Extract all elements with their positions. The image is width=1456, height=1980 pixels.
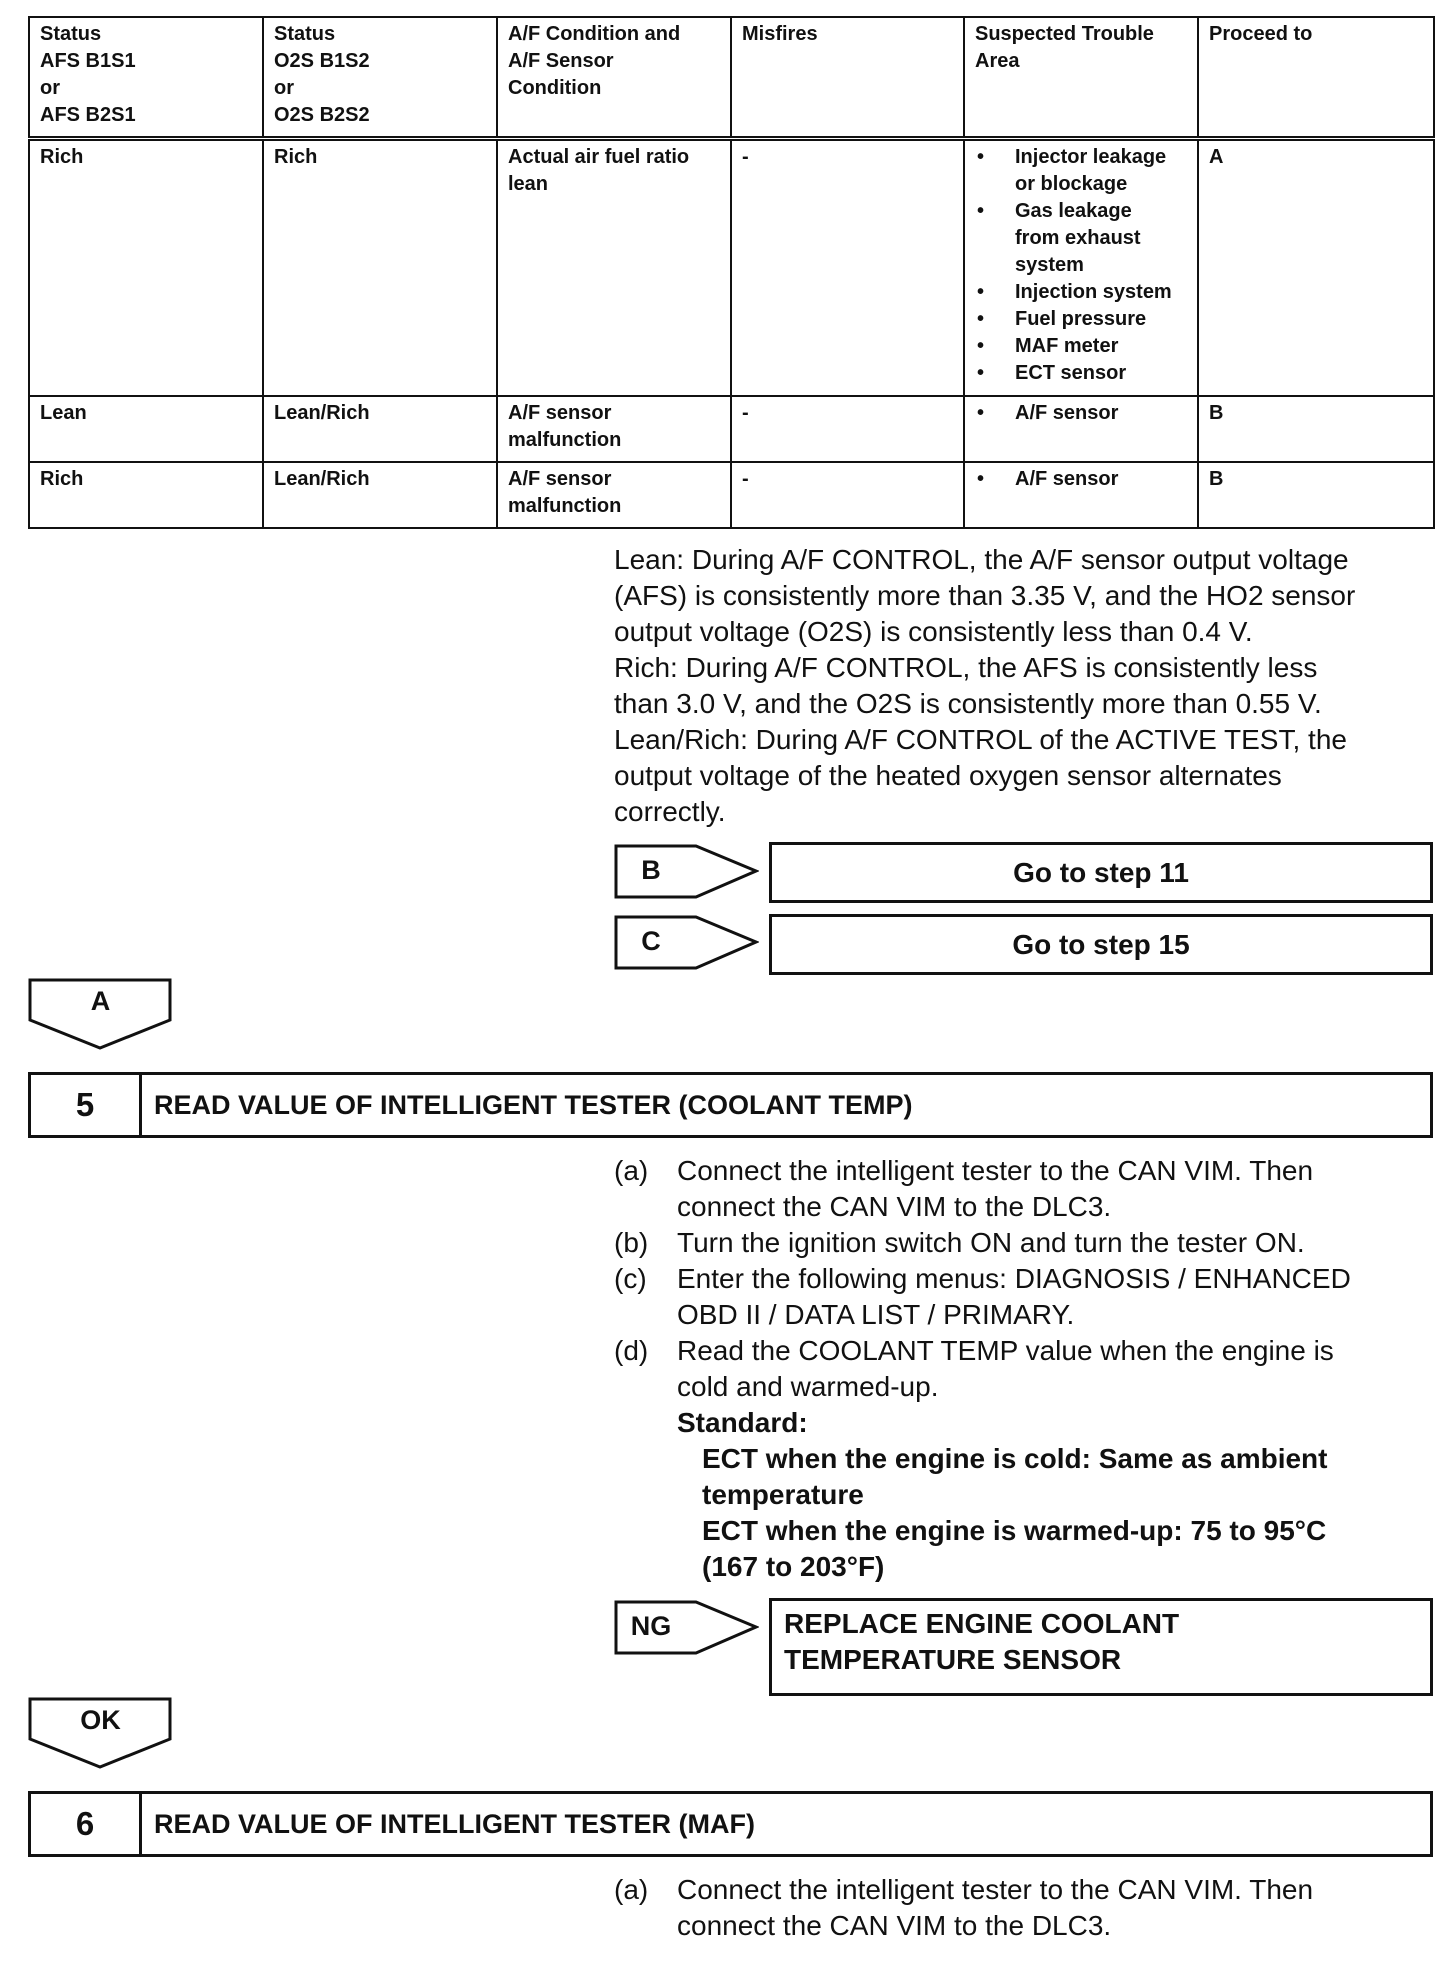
- step-5-header: [28, 1072, 1433, 1138]
- branch-b-tag[interactable]: [614, 844, 759, 899]
- branch-ok-arrow[interactable]: [28, 1697, 173, 1770]
- diagnosis-table: [28, 16, 1435, 529]
- cell-afs: Rich: [29, 138, 263, 396]
- list-item: (b) Turn the ignition switch ON and turn the tester ON.: [614, 1227, 1305, 1258]
- header-misfires: Misfires: [731, 17, 964, 138]
- note-rich: Rich: During A/F CONTROL, the AFS is consistently less than 3.0 V, and the O2S is consistently more than 0.55 V.: [614, 652, 1322, 719]
- cell-o2s: Lean/Rich: [263, 396, 497, 462]
- header-af-condition: A/F Condition and A/F Sensor Condition: [497, 17, 731, 138]
- list-item: (a) Connect the intelligent tester to the CAN VIM. Then connect the CAN VIM to the DLC3.: [614, 1155, 1314, 1222]
- cell-proceed: B: [1198, 462, 1434, 528]
- branch-a-label: A: [90, 986, 111, 1016]
- cell-condition: A/F sensor malfunction: [497, 462, 731, 528]
- branch-c-tag[interactable]: [614, 915, 759, 970]
- step-5-procedure: [614, 1153, 1444, 1585]
- step-title: READ VALUE OF INTELLIGENT TESTER (COOLANT TEMP): [154, 1090, 913, 1120]
- cell-afs: Lean: [29, 396, 263, 462]
- cell-proceed: A: [1198, 138, 1434, 396]
- cell-afs: Rich: [29, 462, 263, 528]
- header-suspected-area: Suspected Trouble Area: [964, 17, 1198, 138]
- step-title: READ VALUE OF INTELLIGENT TESTER (MAF): [154, 1809, 755, 1839]
- cell-condition: A/F sensor malfunction: [497, 396, 731, 462]
- step-6-procedure: [614, 1872, 1444, 1944]
- header-proceed-to: Proceed to: [1198, 17, 1434, 138]
- branch-ng-tag[interactable]: [614, 1600, 759, 1655]
- cell-areas: [964, 462, 1198, 528]
- cell-areas: [964, 138, 1198, 396]
- branch-ng-label: NG: [630, 1611, 672, 1641]
- note-lean-rich: Lean/Rich: During A/F CONTROL of the ACTIVE TEST, the output voltage of the heated oxygen sensor alternates correctly.: [614, 724, 1347, 827]
- step-number: 6: [31, 1794, 142, 1854]
- cell-misfires: -: [731, 138, 964, 396]
- cell-o2s: Lean/Rich: [263, 462, 497, 528]
- list-item: • Injection system: [975, 279, 1187, 306]
- list-item: (a) Connect the intelligent tester to the CAN VIM. Then connect the CAN VIM to the DLC3.: [614, 1874, 1314, 1941]
- go-to-step-11[interactable]: Go to step 11: [769, 842, 1433, 903]
- table-row: [29, 138, 1434, 396]
- standard-block: Standard: ECT when the engine is cold: Same as ambient temperature ECT when the engine is warmed-up: 75 to 95°C (167 to 203°F): [677, 1405, 1444, 1585]
- step-number: 5: [31, 1075, 142, 1135]
- branch-b-label: B: [641, 855, 661, 885]
- cell-misfires: -: [731, 396, 964, 462]
- list-item: • ECT sensor: [975, 360, 1187, 387]
- list-item: (c) Enter the following menus: DIAGNOSIS / ENHANCED OBD II / DATA LIST / PRIMARY.: [614, 1263, 1351, 1330]
- cell-proceed: B: [1198, 396, 1434, 462]
- list-item: • Gas leakage from exhaust system: [975, 198, 1187, 279]
- list-item: • A/F sensor: [975, 400, 1187, 427]
- cell-o2s: Rich: [263, 138, 497, 396]
- table-header-row: [29, 17, 1434, 138]
- go-to-step-15[interactable]: Go to step 15: [769, 914, 1433, 975]
- cell-condition: Actual air fuel ratio lean: [497, 138, 731, 396]
- cell-areas: [964, 396, 1198, 462]
- header-afs-status: Status AFS B1S1 or AFS B2S1: [29, 17, 263, 138]
- list-item: • A/F sensor: [975, 466, 1187, 493]
- list-item: • Fuel pressure: [975, 306, 1187, 333]
- branch-a-arrow[interactable]: [28, 978, 173, 1051]
- list-item: • MAF meter: [975, 333, 1187, 360]
- header-o2s-status: Status O2S B1S2 or O2S B2S2: [263, 17, 497, 138]
- table-row: [29, 396, 1434, 462]
- table-row: [29, 462, 1434, 528]
- branch-ok-label: OK: [80, 1705, 121, 1735]
- branch-c-label: C: [641, 926, 661, 956]
- step-6-header: [28, 1791, 1433, 1857]
- standard-heading: Standard:: [677, 1407, 808, 1438]
- list-item: (d) Read the COOLANT TEMP value when the engine is cold and warmed-up. Standard: ECT when the engine is cold: Same as ambient temperature ECT when the engine is warmed-up: 75 to 95°C (167 to 203°F): [614, 1333, 1444, 1585]
- cell-misfires: -: [731, 462, 964, 528]
- list-item: • Injector leakage or blockage: [975, 144, 1187, 198]
- status-definitions: [614, 542, 1444, 830]
- replace-ect-sensor[interactable]: REPLACE ENGINE COOLANT TEMPERATURE SENSOR: [769, 1598, 1433, 1696]
- note-lean: Lean: During A/F CONTROL, the A/F sensor output voltage (AFS) is consistently more than 3.35 V, and the HO2 sensor output voltage (O2S) is consistently less than 0.4 V.: [614, 544, 1356, 647]
